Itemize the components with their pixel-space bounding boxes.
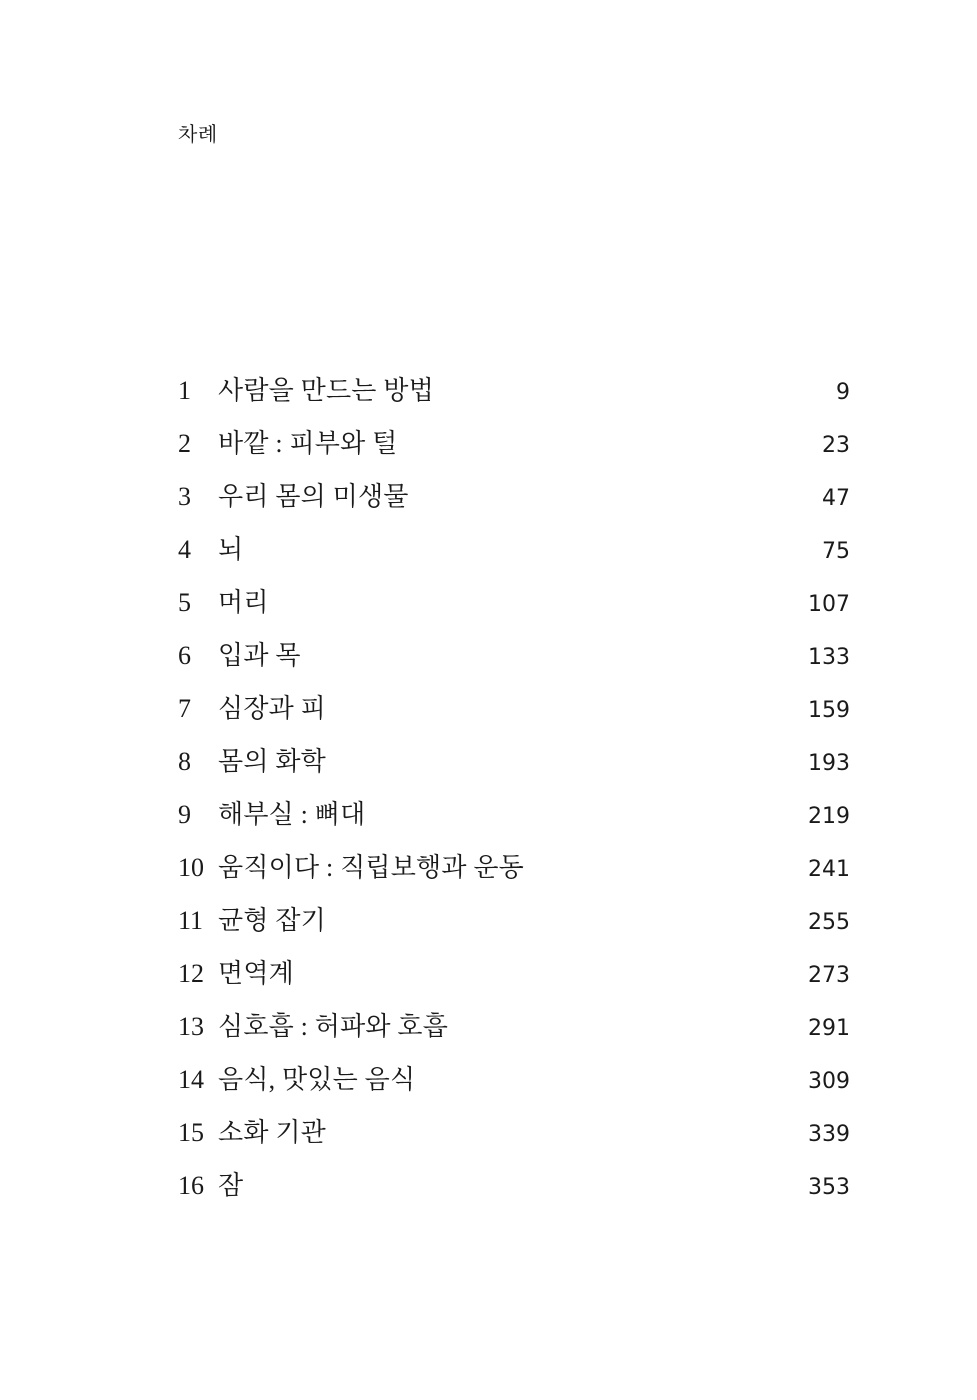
toc-entry-left bbox=[178, 961, 294, 987]
toc-entry[interactable] bbox=[178, 1120, 850, 1173]
toc-entry-page-number: 309 bbox=[808, 1069, 850, 1094]
toc-entry-page-number: 133 bbox=[808, 645, 850, 670]
toc-entry-title: 머리 bbox=[218, 588, 269, 617]
toc-entry-page-number: 75 bbox=[822, 539, 850, 564]
toc-entry-left bbox=[178, 643, 301, 669]
toc-entry-page-number: 255 bbox=[808, 910, 850, 935]
toc-entry-number: 3 bbox=[178, 482, 191, 511]
toc-entry-page-number: 9 bbox=[836, 380, 850, 405]
table-of-contents-heading: 차례 bbox=[178, 122, 218, 146]
toc-entry-title: 소화 기관 bbox=[218, 1118, 326, 1147]
toc-entry-number: 11 bbox=[178, 906, 204, 935]
toc-entry[interactable] bbox=[178, 537, 850, 590]
toc-entry-number: 8 bbox=[178, 747, 191, 776]
toc-entry-number: 16 bbox=[178, 1171, 204, 1200]
toc-entry-left bbox=[178, 802, 365, 828]
toc-entry-left bbox=[178, 696, 326, 722]
toc-entry-page-number: 47 bbox=[822, 486, 850, 511]
toc-entry-left bbox=[178, 1120, 326, 1146]
toc-entry-number: 13 bbox=[178, 1012, 204, 1041]
toc-entry-number: 6 bbox=[178, 641, 191, 670]
toc-entry-number: 4 bbox=[178, 535, 191, 564]
toc-entry-left bbox=[178, 431, 397, 457]
toc-entry-left bbox=[178, 855, 524, 881]
toc-entry[interactable] bbox=[178, 378, 850, 431]
toc-entry-number: 15 bbox=[178, 1118, 204, 1147]
toc-entry-title: 잠 bbox=[218, 1171, 244, 1200]
toc-entry-title: 심장과 피 bbox=[218, 694, 326, 723]
toc-entry[interactable] bbox=[178, 855, 850, 908]
toc-entry-page-number: 219 bbox=[808, 804, 850, 829]
toc-entry-title: 면역계 bbox=[218, 959, 294, 988]
toc-entry-page-number: 273 bbox=[808, 963, 850, 988]
toc-entry[interactable] bbox=[178, 1014, 850, 1067]
toc-entry-title: 우리 몸의 미생물 bbox=[218, 482, 409, 511]
toc-entry-number: 5 bbox=[178, 588, 191, 617]
toc-entry-page-number: 339 bbox=[808, 1122, 850, 1147]
toc-entry-page-number: 159 bbox=[808, 698, 850, 723]
toc-entry-page-number: 107 bbox=[808, 592, 850, 617]
toc-entry[interactable] bbox=[178, 696, 850, 749]
toc-entry-left bbox=[178, 484, 409, 510]
toc-entry-page-number: 353 bbox=[808, 1175, 850, 1200]
toc-entry[interactable] bbox=[178, 1067, 850, 1120]
toc-entry-number: 14 bbox=[178, 1065, 204, 1094]
toc-entry[interactable] bbox=[178, 643, 850, 696]
toc-entry-page-number: 23 bbox=[822, 433, 850, 458]
toc-entry[interactable] bbox=[178, 961, 850, 1014]
toc-entry[interactable] bbox=[178, 484, 850, 537]
toc-entry-left bbox=[178, 1173, 243, 1199]
toc-entry-number: 12 bbox=[178, 959, 204, 988]
toc-entry-title: 해부실 : 뼈대 bbox=[218, 800, 366, 829]
toc-entry-left bbox=[178, 908, 326, 934]
toc-entry-page-number: 241 bbox=[808, 857, 850, 882]
toc-entry-title: 음식, 맛있는 음식 bbox=[218, 1065, 416, 1094]
toc-entry[interactable] bbox=[178, 431, 850, 484]
toc-entry-number: 7 bbox=[178, 694, 191, 723]
toc-entry-number: 2 bbox=[178, 429, 191, 458]
toc-entry-title: 심호흡 : 허파와 호흡 bbox=[218, 1012, 449, 1041]
table-of-contents-list bbox=[178, 378, 850, 1226]
toc-entry[interactable] bbox=[178, 590, 850, 643]
toc-entry-page-number: 193 bbox=[808, 751, 850, 776]
toc-entry[interactable] bbox=[178, 749, 850, 802]
toc-entry-title: 뇌 bbox=[218, 535, 244, 564]
toc-entry-number: 9 bbox=[178, 800, 191, 829]
toc-entry-title: 균형 잡기 bbox=[218, 906, 326, 935]
toc-entry-title: 몸의 화학 bbox=[218, 747, 326, 776]
toc-entry-page-number: 291 bbox=[808, 1016, 850, 1041]
toc-entry-number: 1 bbox=[178, 376, 191, 405]
toc-entry-left bbox=[178, 749, 326, 775]
toc-entry-left bbox=[178, 590, 269, 616]
toc-entry-left bbox=[178, 378, 434, 404]
toc-entry-left bbox=[178, 1067, 415, 1093]
toc-entry-title: 움직이다 : 직립보행과 운동 bbox=[218, 853, 524, 882]
toc-entry-title: 입과 목 bbox=[218, 641, 301, 670]
toc-entry[interactable] bbox=[178, 802, 850, 855]
toc-entry-title: 사람을 만드는 방법 bbox=[218, 376, 434, 405]
toc-entry-left bbox=[178, 1014, 448, 1040]
toc-entry[interactable] bbox=[178, 908, 850, 961]
toc-entry-number: 10 bbox=[178, 853, 204, 882]
toc-entry-left bbox=[178, 537, 243, 563]
toc-entry-title: 바깥 : 피부와 털 bbox=[218, 429, 398, 458]
toc-entry[interactable] bbox=[178, 1173, 850, 1226]
